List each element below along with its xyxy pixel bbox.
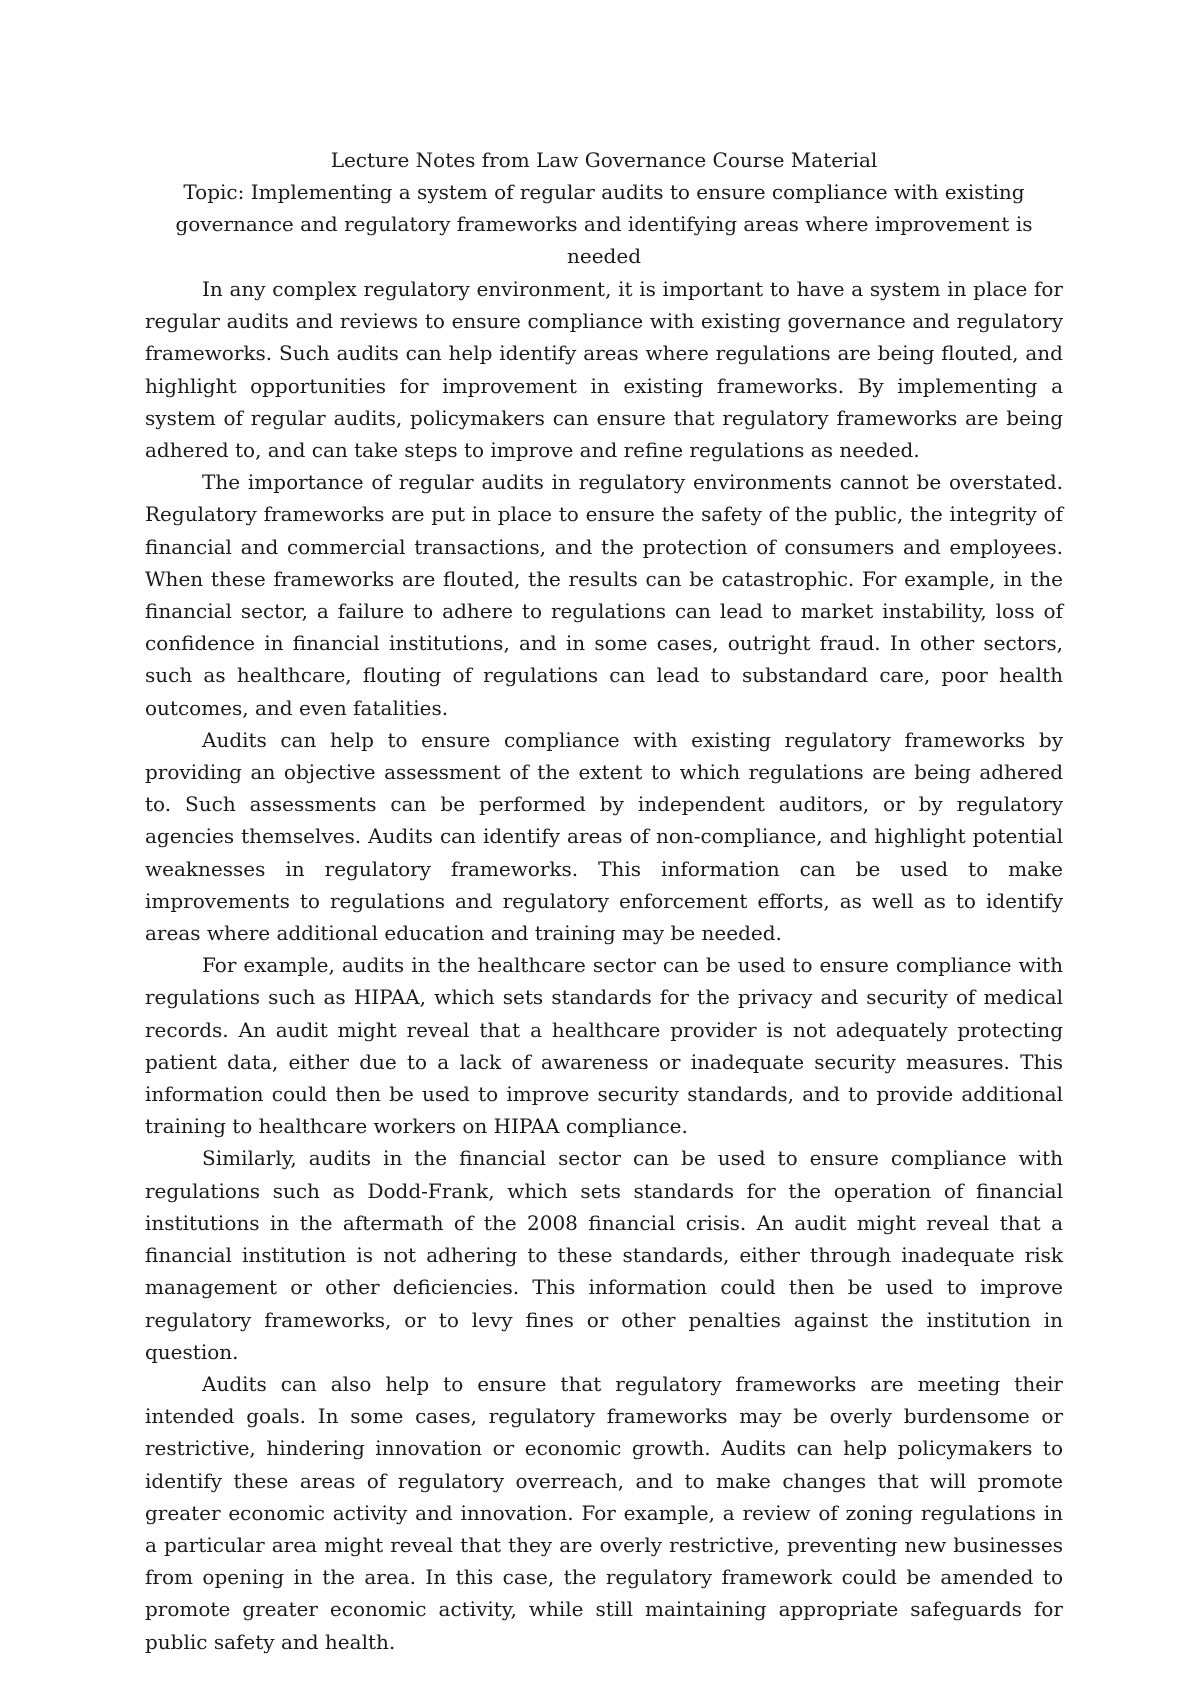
paragraph: Audits can help to ensure compliance with existing regulatory frameworks by providing an objective assessment of the extent to which regulations are being adhered to. Such assessments can be performed by independent auditors, or by regulatory agencies themselves. Audits can identify areas of non-compliance, and highlight potential weaknesses in regulatory frameworks. This information can be used to make improvements to regulations and regulatory enforcement efforts, as well as to identify areas where additional education and training may be needed.: [145, 727, 1063, 946]
paragraph: For example, audits in the healthcare sector can be used to ensure compliance with regulations such as HIPAA, which sets standards for the privacy and security of medical records. An audit might reveal that a healthcare provider is not adequately protecting patient data, either due to a lack of awareness or inadequate security measures. This information could then be used to improve security standards, and to provide additional training to healthcare workers on HIPAA compliance.: [145, 953, 1063, 1139]
topic-line-2: governance and regulatory frameworks and identifying areas where improvement is needed: [175, 212, 1033, 268]
document-title: Lecture Notes from Law Governance Course Material: [330, 148, 878, 172]
paragraph: Similarly, audits in the financial sector can be used to ensure compliance with regulations such as Dodd-Frank, which sets standards for the operation of financial institutions in the aftermath of the 2008 financial crisis. An audit might reveal that a financial institution is not adhering to these standards, either through inadequate risk management or other deficiencies. This information could then be used to improve regulatory frameworks, or to levy fines or other penalties against the institution in question.: [145, 1146, 1063, 1364]
topic-line-1: Topic: Implementing a system of regular audits to ensure compliance with existing: [183, 180, 1025, 204]
document-header: [145, 144, 1063, 272]
paragraph: The importance of regular audits in regulatory environments cannot be overstated. Regulatory frameworks are put in place to ensure the safety of the public, the integrity of financial and commercial transactions, and the protection of consumers and employees. When these frameworks are flouted, the results can be catastrophic. For example, in the financial sector, a failure to adhere to regulations can lead to market instability, loss of confidence in financial institutions, and in some cases, outright fraud. In other sectors, such as healthcare, flouting of regulations can lead to substandard care, poor health outcomes, and even fatalities.: [145, 470, 1063, 720]
paragraph: In any complex regulatory environment, it is important to have a system in place for regular audits and reviews to ensure compliance with existing governance and regulatory frameworks. Such audits can help identify areas where regulations are being flouted, and highlight opportunities for improvement in existing frameworks. By implementing a system of regular audits, policymakers can ensure that regulatory frameworks are being adhered to, and can take steps to improve and refine regulations as needed.: [145, 277, 1063, 463]
document-body: [145, 273, 1063, 1658]
paragraph: Audits can also help to ensure that regulatory frameworks are meeting their intended goals. In some cases, regulatory frameworks may be overly burdensome or restrictive, hindering innovation or economic growth. Audits can help policymakers to identify these areas of regulatory overreach, and to make changes that will promote greater economic activity and innovation. For example, a review of zoning regulations in a particular area might reveal that they are overly restrictive, preventing new businesses from opening in the area. In this case, the regulatory framework could be amended to promote greater economic activity, while still maintaining appropriate safeguards for public safety and health.: [145, 1371, 1063, 1654]
